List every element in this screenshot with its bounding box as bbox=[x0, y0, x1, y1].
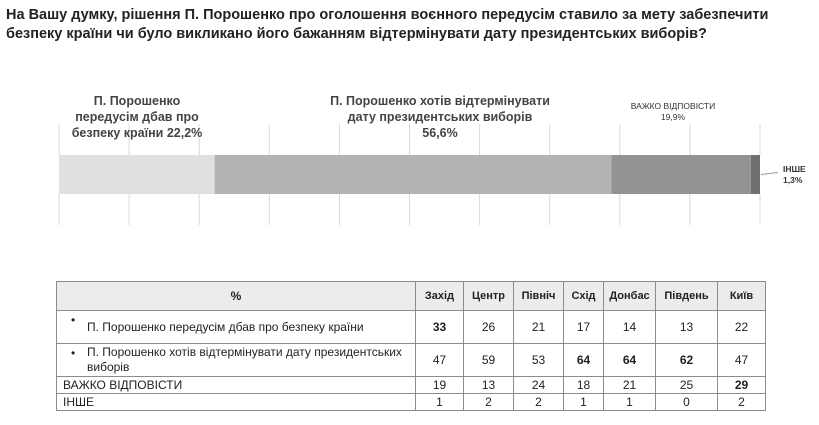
table-cell: 25 bbox=[656, 377, 718, 394]
region-table bbox=[56, 281, 766, 411]
header-region: Захід bbox=[416, 282, 464, 311]
table-cell: 21 bbox=[514, 311, 564, 344]
table-cell: 14 bbox=[604, 311, 656, 344]
table-row bbox=[57, 377, 766, 394]
table-cell: 2 bbox=[464, 394, 514, 411]
header-region: Центр bbox=[464, 282, 514, 311]
table-cell: 59 bbox=[464, 344, 514, 377]
leader-line-other bbox=[761, 173, 778, 175]
header-region: Київ bbox=[718, 282, 766, 311]
table-cell: 21 bbox=[604, 377, 656, 394]
label-hard-line1: ВАЖКО ВІДПОВІСТИ bbox=[630, 101, 716, 111]
table-cell: 2 bbox=[718, 394, 766, 411]
bar-segment-0 bbox=[59, 155, 215, 194]
label-hard-line2: 19,9% bbox=[660, 112, 686, 122]
table-cell: 62 bbox=[656, 344, 718, 377]
table-cell: 18 bbox=[564, 377, 604, 394]
table-cell: 1 bbox=[564, 394, 604, 411]
label-security-line2: передусім дбав про bbox=[75, 110, 199, 124]
table-cell: 53 bbox=[514, 344, 564, 377]
header-region: Схід bbox=[564, 282, 604, 311]
label-postpone-line3: 56,6% bbox=[422, 126, 458, 140]
table-cell: 1 bbox=[416, 394, 464, 411]
label-postpone-line2: дату президентських виборів bbox=[347, 110, 533, 124]
question-title: На Вашу думку, рішення П. Порошенко про оголошення воєнного передусім ставило за мету забезпечити безпеку країни чи було викликано його бажанням відтермінувати дату президентських виборів? bbox=[6, 7, 769, 42]
table-header-row bbox=[57, 282, 766, 311]
header-region: Північ bbox=[514, 282, 564, 311]
table-cell: 47 bbox=[416, 344, 464, 377]
label-postpone-line1: П. Порошенко хотів відтермінувати bbox=[330, 94, 550, 108]
label-security bbox=[62, 93, 212, 141]
row-label: ІНШЕ bbox=[57, 394, 416, 411]
table-cell: 22 bbox=[718, 311, 766, 344]
bar-segment-2 bbox=[611, 155, 750, 194]
table-cell: 19 bbox=[416, 377, 464, 394]
label-security-line3: безпеку країни 22,2% bbox=[71, 126, 203, 140]
label-other-line2: 1,3% bbox=[783, 175, 803, 185]
bar-segment-1 bbox=[215, 155, 612, 194]
table-row bbox=[57, 311, 766, 344]
table-cell: 29 bbox=[718, 377, 766, 394]
table-row bbox=[57, 394, 766, 411]
header-region: Донбас bbox=[604, 282, 656, 311]
label-postpone bbox=[300, 93, 580, 141]
table-cell: 64 bbox=[564, 344, 604, 377]
table-cell: 2 bbox=[514, 394, 564, 411]
table-cell: 47 bbox=[718, 344, 766, 377]
table-cell: 1 bbox=[604, 394, 656, 411]
row-label: ВАЖКО ВІДПОВІСТИ bbox=[57, 377, 416, 394]
table-cell: 33 bbox=[416, 311, 464, 344]
label-other bbox=[783, 164, 817, 186]
table-cell: 13 bbox=[656, 311, 718, 344]
row-label: • П. Порошенко передусім дбав про безпеку країни bbox=[57, 311, 416, 344]
table-cell: 26 bbox=[464, 311, 514, 344]
header-percent: % bbox=[57, 282, 416, 311]
label-security-line1: П. Порошенко bbox=[93, 94, 181, 108]
table-cell: 24 bbox=[514, 377, 564, 394]
row-label: • П. Порошенко хотів відтермінувати дату президентських виборів bbox=[57, 344, 416, 377]
table-cell: 0 bbox=[656, 394, 718, 411]
table-row bbox=[57, 344, 766, 377]
table-cell: 13 bbox=[464, 377, 514, 394]
table-cell: 64 bbox=[604, 344, 656, 377]
table-cell: 17 bbox=[564, 311, 604, 344]
label-hard-to-say bbox=[618, 101, 728, 123]
label-other-line1: ІНШЕ bbox=[783, 164, 806, 174]
header-region: Південь bbox=[656, 282, 718, 311]
bar-segment-3 bbox=[751, 155, 760, 194]
